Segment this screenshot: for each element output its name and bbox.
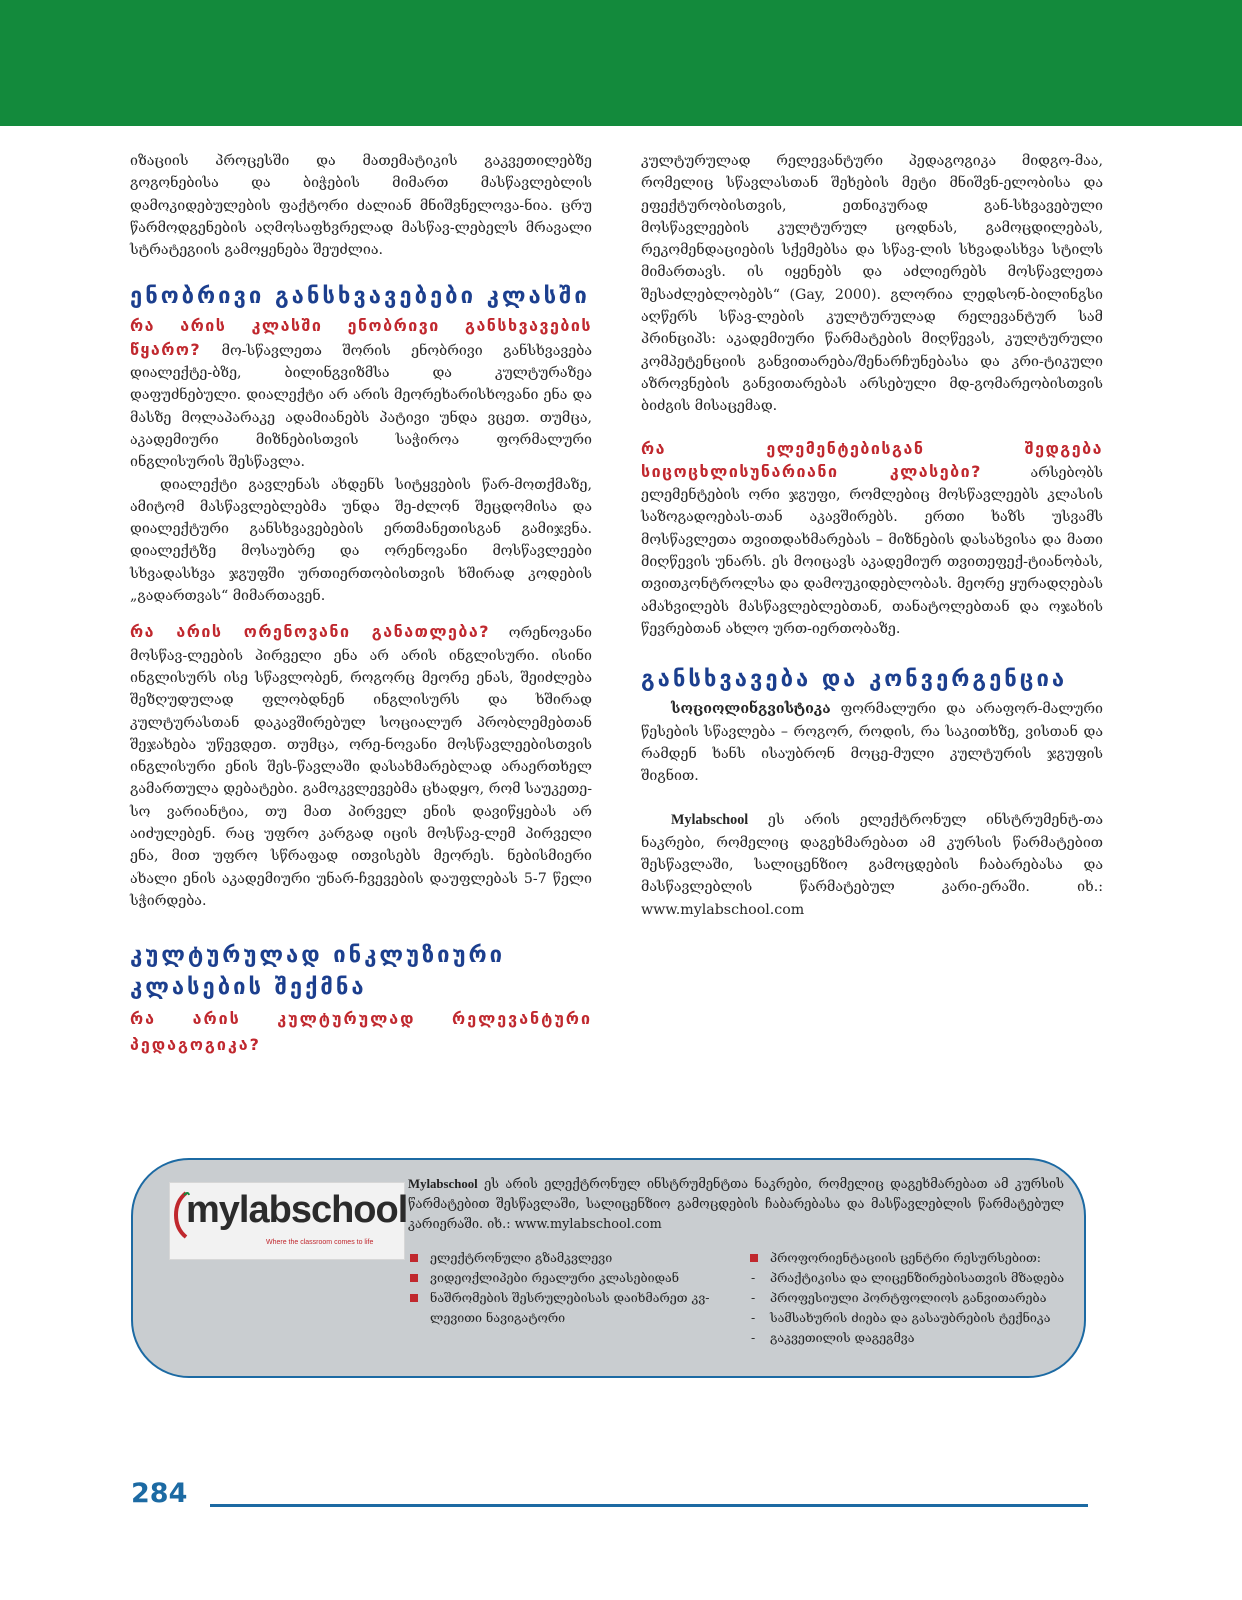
panel-intro <box>408 1174 1064 1235</box>
list-item: - გაკვეთილის დაგეგმვა <box>748 1328 1068 1348</box>
panel-right-list <box>748 1248 1068 1348</box>
mylabschool-panel <box>131 1158 1086 1378</box>
panel-intro-term: Mylabschool <box>408 1177 478 1191</box>
list-item: ნაშრომების შესრულებისას დაიხმარეთ კვ-ლევითი ნავიგატორი <box>408 1288 728 1328</box>
list-item: ვიდეოქლიპები რეალური კლასებიდან <box>408 1268 728 1288</box>
q1-answer: მო-სწავლეთა შორის ენობრივი განსხვავება დიალექტე-ბზე, ბილინგვიზმსა და კულტურაზეა დაფუძნებული. დიალექტი არ არის მეორეხარისხოვანი ენა და მასზე მოლაპარაკე ადამიანებს პატივი უნდა ვცეთ. თუმცა, აკადემიური მიზნებისთვის საჭიროა ფორმალური ინგლისურის შესწავლა. <box>130 342 592 471</box>
q2-question: რა არის ორენოვანი განათლება? <box>130 622 491 642</box>
q1-question: რა არის კლასში ენობრივი განსხვავების წყარო? <box>130 316 592 359</box>
right-intro-paragraph: კულტურულად რელევანტური პედაგოგიკა მიდგო-მაა, რომელიც სწავლასთან შეხების მეტი მნიშვნ-ელობისა და ეფექტურობისთვის, ეთნიკურად გან-სხვავებული მოსწავლეების კულტურულ ცოდნას, გამოცდილებას, რეკომენდაციების სქემებსა და სწავ-ლის სხვადასხვა სტილს მიმართავს. ის იყენებს და აძლიერებს მოსწავლეთა შესაძლებლობებს“ (Gay, 2000). გლორია ლედსონ-ბილინგსი აღწერს სწავ-ლების კულტურულად რელევანტურ სამ პრინციპს: აკადემიური წარმატების მიღწევას, კულტურული კომპეტენციის განვითარება/შენარჩუნებასა და კრი-ტიკული აზროვნების განვითარებას არსებული მდ-გომარეობისთვის ბიძგის მისაცემად. <box>641 153 1103 415</box>
q2-answer: ორენოვანი მოსწავ-ლეების პირველი ენა არ არის ინგლისური. ისინი ინგლისურს ისე სწავლობენ, როგორც მეორე ენას, შეიძლება შეზღუდულად ფლობდნენ ინგლისურს და ხშირად კულტურასთან დაკავშირებულ სოციალურ პრობლემებთან შეჯახება უწევდეთ. თუმცა, ორე-ნოვანი მოსწავლეებისთვის ინგლისური ენის შეს-წავლაში დასახმარებლად არაერთხელ გამართულა დებატები. გამოკვლევებმა ცხადყო, რომ საუკეთე-სო ვარიანტია, თუ მათ პირველ ენის დავიწყებას არ აიძულებენ. რაც უფრო კარგად იცის მოსწავ-ლემ პირველი ენა, მით უფრო სწრაფად ითვისებს მეორეს. ნებისმიერი ახალი ენის აკადემიური უნარ-ჩვევების დაუფლებას 5-7 წელი სჭირდება. <box>130 625 592 909</box>
sociolinguistics-text: ფორმალური და არაფორ-მალური წესების სწავლება – როგორ, როდის, რა საკითხზე, ვისთან და რამდენ ხანს ისაუბრონ მოცე-მული კულტურის ჯგუფის შიგნით. <box>641 701 1103 785</box>
footer-divider <box>210 1504 1088 1507</box>
list-heading: პროფორიენტაციის ცენტრი რესურსებით: <box>748 1248 1068 1268</box>
q2-paragraph <box>130 621 592 912</box>
q3-question: რა არის კულტურულად რელევანტური პედაგოგიკა? <box>130 1009 592 1055</box>
panel-left-list <box>408 1248 728 1328</box>
sociolinguistics-term: სოციოლინგვისტიკა <box>671 701 831 718</box>
logo-tagline: Where the classroom comes to life <box>266 1239 374 1246</box>
list-item: - პროფესიული პორტფოლიოს განვითარება <box>748 1288 1068 1308</box>
list-item: - სამსახურის ძიება და გასაუბრების ტექნიკა <box>748 1308 1068 1328</box>
section-heading-inclusive-classes: კულტურულად ინკლუზიური კლასების შექმნა <box>130 943 506 1001</box>
top-green-band <box>0 0 1242 126</box>
sociolinguistics-paragraph <box>641 698 1103 787</box>
q4-question: რა ელემენტებისგან შედგება სიცოცხლისუნარიანი კლასები? <box>641 438 1103 481</box>
panel-intro-text: ეს არის ელექტრონულ ინსტრუმენტთა ნაკრები, რომელიც დაგეხმარებათ ამ კურსის წარმატებით შესწავლაში, სალიცენზიო გამოცდების ჩაბარებასა და მასწავლებლის წარმატებულ კარიერაში. იხ.: www.mylabschool.com <box>408 1177 1064 1232</box>
mylabschool-paragraph <box>641 809 1103 920</box>
section-heading-language-differences: ენობრივი განსხვავებები კლასში <box>130 284 590 310</box>
right-column <box>641 150 1103 921</box>
list-item: - პრაქტიკისა და ლიცენზირებისათვის მზადება <box>748 1268 1068 1288</box>
q4-answer: არსებობს ელემენტების ორი ჯგუფი, რომლებიც მოსწავლეებს კლასის საზოგადოებას-თან აკავშირებს. ერთი ხაზს უსვამს მოსწავლეთა თვითდახმარებას – მიზნების დასახვისა და მათი მიღწევის უნარს. ეს მოიცავს აკადემიურ თვითეფექ-ტიანობას, თვითკონტროლსა და დამოუკიდებლობას. მეორე ყურადღებას ამახვილებს მასწავლებლებთან, თანატოლებთან და ოჯახის წევრებთან ახლო ურთ-იერთობაზე. <box>641 464 1104 637</box>
left-intro-paragraph: იზაციის პროცესში და მათემატიკის გაკვეთილებზე გოგონებისა და ბიჭების მიმართ მასწავლებლის დამოკიდებულების ფაქტორი ძალიან მნიშვნელოვა-ნია. ცრუ წარმოდგენების აღმოსაფხვრელად მასწავ-ლებელს მრავალი სტრატეგიის გამოყენება შეუძლია. <box>130 153 592 259</box>
mylabschool-term: Mylabschool <box>671 812 749 829</box>
mylabschool-text: ეს არის ელექტრონულ ინსტრუმენტ-თა ნაკრები, რომელიც დაგეხმარებათ ამ კურსის წარმატებით შესწავლაში, სალიცენზიო გამოცდების ჩაბარებასა და მასწავლებლის წარმატებულ კარი-ერაში. იხ.: www.mylabschool.com <box>641 812 1103 918</box>
left-column <box>130 150 592 1058</box>
section-heading-convergence: განსხვავება და კონვერგენცია <box>641 667 1068 693</box>
dialect-paragraph: დიალექტი გავლენას ახდენს სიტყვების წარ-მოთქმაზე, ამიტომ მასწავლებლებმა უნდა შე-ძლონ შეცდომისა და დიალექტური განსხვავებების ერთმანეთისგან გამიჯვნა. დიალექტზე მოსაუბრე და ორენოვანი მოსწავლეები სხვადასხვა ჯგუფში ურთიერთობისთვის ხშირად კოდების „გადართვას“ მიმართავენ. <box>130 476 592 605</box>
q1-paragraph <box>130 315 592 473</box>
logo-text: mylabschool <box>186 1189 408 1231</box>
list-item: ელექტრონული გზამკვლევი <box>408 1248 728 1268</box>
mylabschool-logo <box>169 1182 408 1260</box>
page-number: 284 <box>131 1478 188 1509</box>
q4-paragraph <box>641 438 1103 641</box>
